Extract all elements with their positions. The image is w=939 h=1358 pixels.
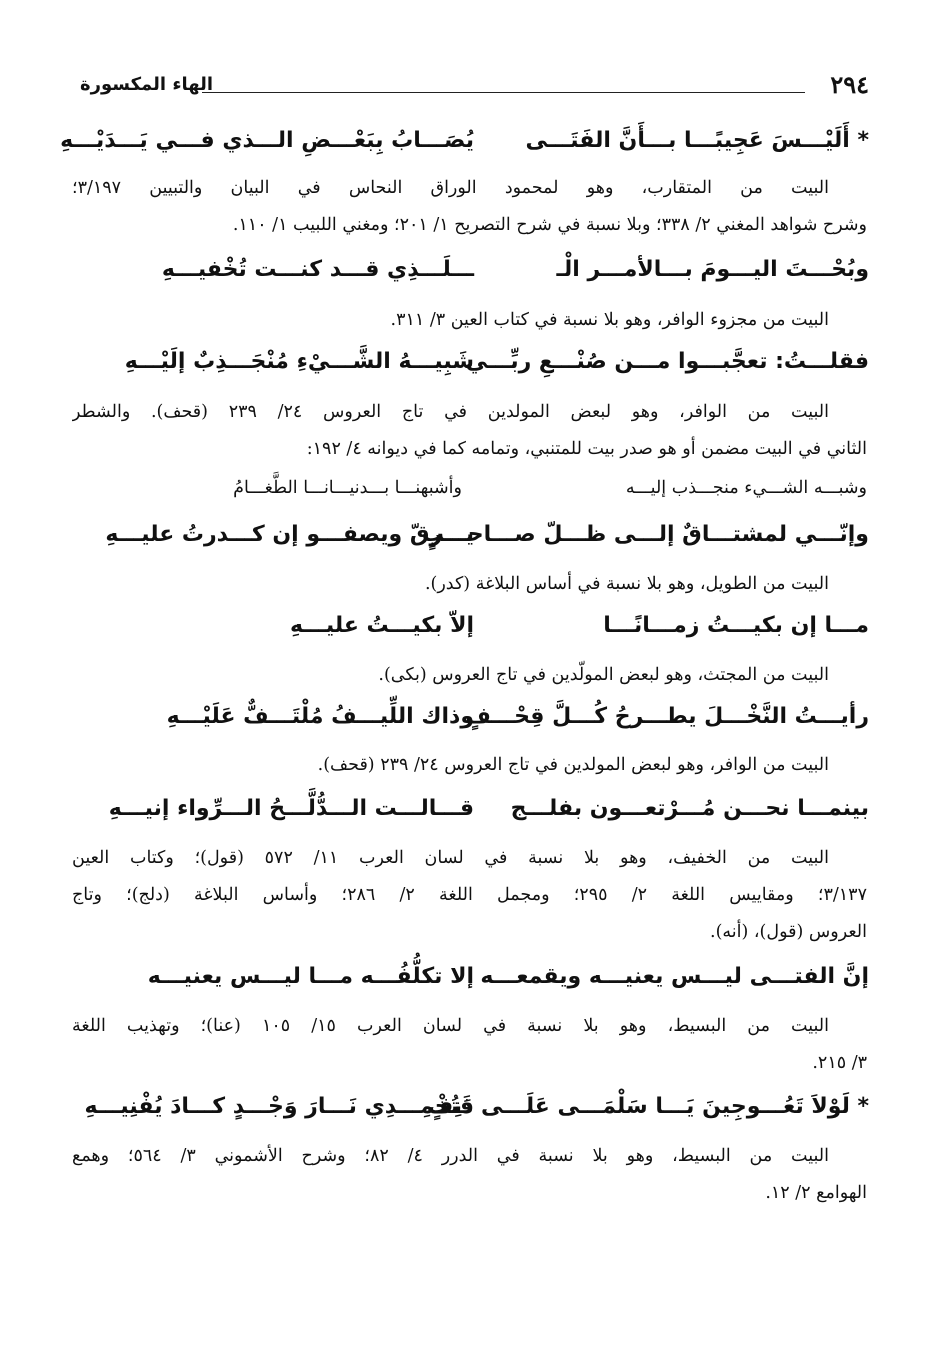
- verse-note: [72, 747, 867, 784]
- note-line: ٣/ ٢١٥.: [812, 1053, 867, 1073]
- verse-hemistich-second: ـــلَـــذِي قـــد كنـــت تُخْفيـــهِ: [161, 257, 474, 282]
- verse-hemistich-first: مـــا إن بكيـــتُ زمـــانًـــا: [603, 613, 869, 638]
- verse-hemistich-first: بينمـــا نحـــن مُـــرْتعـــون بفلـــج: [510, 796, 869, 821]
- verse-note: [72, 170, 867, 244]
- verse: [60, 124, 869, 168]
- note-line: العروس (قول)، (أنه).: [710, 922, 867, 942]
- note-line: البيت من الخفيف، وهو بلا نسبة في لسان العرب ١١/ ٥٧٢ (قول)؛ وكتاب العين: [72, 848, 829, 868]
- note-line: البيت من المتقارب، وهو لمحمود الوراق النحاس في البيان والتبيين ٣/١٩٧؛: [72, 178, 829, 198]
- verse-hemistich-first: فقلـــتُ: تعجَّبـــوا مـــن صُنْـــعِ ربِّـــي: [465, 349, 869, 374]
- verse-note: [72, 1008, 867, 1082]
- page-number: ٢٩٤: [830, 70, 869, 99]
- verse-note: [72, 302, 867, 339]
- note-line: البيت من البسيط، وهو بلا نسبة في الدرر ٤/ ٨٢؛ وشرح الأشموني ٣/ ٥٦٤؛ وهمع: [72, 1146, 829, 1166]
- verse-note: [72, 1138, 867, 1212]
- verse-hemistich-second: قـــالـــت الـــدُّلَّـــحُ الـــرِّواء إنيـــهِ: [108, 796, 474, 821]
- verse-hemistich-first: إنَّ الفتـــى ليـــس يعنيـــه ويقمعـــه: [480, 964, 869, 989]
- verse: [74, 345, 869, 389]
- verse-hemistich-second: يـــرقّ ويصفـــو إن كـــدرتُ عليـــهِ: [105, 522, 474, 547]
- verse: [74, 792, 869, 836]
- header-rule: [202, 92, 805, 93]
- verse-hemistich-first: وإنّـــي لمشتـــاقٌ إلـــى ظـــلّ صـــاحـــبٍ: [421, 522, 869, 547]
- verse: [74, 1090, 869, 1134]
- verse-hemistich-second: يُصَـــابُ بِبَعْـــضِ الـــذي فـــي يَـــدَيْـــهِ: [60, 128, 474, 153]
- note-line: البيت من الوافر، وهو لبعض المولدين في تاج العروس ٢٤/ ٢٣٩ (قحف). والشطر: [72, 402, 830, 422]
- verse-hemistich-second: إلاّ بكيـــتُ عليـــهِ: [289, 613, 474, 638]
- quoted-verse: [72, 474, 867, 510]
- verse: [74, 609, 869, 653]
- verse-note: [72, 394, 867, 468]
- note-line: البيت من المجتث، وهو لبعض المولّدين في تاج العروس (بكى).: [378, 665, 829, 685]
- running-title: الهاء المكسورة: [80, 74, 214, 95]
- note-line: البيت من الوافر، وهو لبعض المولدين في تاج العروس ٢٤/ ٢٣٩ (قحف).: [317, 755, 829, 775]
- verse-hemistich-first: * أَلَيْـــسَ عَجِيبًـــا بـــأَنَّ الفَتَـــى: [525, 128, 869, 153]
- note-line: الثاني في البيت مضمن أو هو صدر بيت للمتنبي، وتمامه كما في ديوانه ٤/ ١٩٢:: [306, 439, 867, 459]
- verse: [74, 253, 869, 297]
- verse: [74, 518, 869, 562]
- verse-note: [72, 840, 867, 951]
- verse-hemistich-second: وذاك اللِّيـــفُ مُلْتَـــفٌّ عَلَيْـــهِ: [166, 704, 474, 729]
- note-line: البيت من مجزوء الوافر، وهو بلا نسبة في كتاب العين ٣/ ٣١١.: [390, 310, 829, 330]
- verse: [74, 960, 869, 1004]
- verse-note: [72, 566, 867, 603]
- verse-hemistich-first: وبُحْـــتَ اليـــومَ بـــالأمـــر الْـ: [556, 257, 869, 282]
- verse-hemistich-second: إلا تكلُّفُـــه مـــا ليـــس يعنيـــه: [147, 964, 474, 989]
- verse-hemistich-first: رأيـــتُ النَّخْـــلَ يطـــرحُ كُـــلَّ قِحْـــفٍ: [465, 704, 869, 729]
- note-line: وشرح شواهد المغني ٢/ ٣٣٨؛ وبلا نسبة في شرح التصريح ١/ ٢٠١؛ ومغني اللبيب ١/ ١١٠.: [232, 215, 867, 235]
- verse: [74, 700, 869, 744]
- verse-note: [72, 657, 867, 694]
- page-header: [80, 68, 869, 102]
- quoted-hemistich-first: وشبـــه الشـــيء منجـــذب إليـــه: [625, 478, 867, 498]
- note-line: البيت من البسيط، وهو بلا نسبة في لسان العرب ١٥/ ١٠٥ (عنا)؛ وتهذيب اللغة: [72, 1016, 829, 1036]
- verse-hemistich-second: شَبِيـــهُ الشَّـــيْءِ مُنْجَـــذِبٌ إلَيْـــهِ: [124, 349, 474, 374]
- note-line: البيت من الطويل، وهو بلا نسبة في أساس البلاغة (كدر).: [424, 574, 829, 594]
- verse-hemistich-second: فَتُخْمِـــدِي نَـــارَ وَجْـــدٍ كـــادَ يُفْنِيـــهِ: [84, 1094, 474, 1119]
- quoted-hemistich-second: وأشبهنـــا بـــدنيـــانـــا الطَّغـــامُ: [233, 478, 462, 498]
- note-line: ٣/١٣٧؛ ومقاييس اللغة ٢/ ٢٩٥؛ ومجمل اللغة ٢/ ٢٨٦؛ وأساس البلاغة (دلج)؛ وتاج: [72, 885, 867, 905]
- note-line: الهوامع ٢/ ١٢.: [765, 1183, 867, 1203]
- verse-hemistich-first: * لَوْلاَ تَعُـــوجِينَ يَـــا سَلْمَـــى عَلَـــى دَنِفٍ: [427, 1094, 869, 1119]
